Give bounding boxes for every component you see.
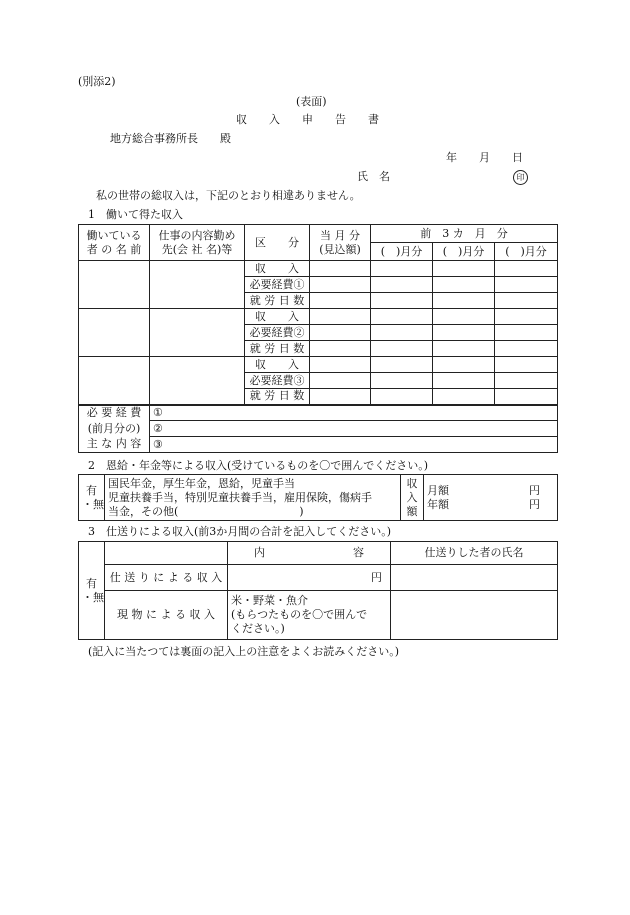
col-category-header: 区 分 [245, 225, 310, 261]
pension-table [78, 474, 558, 521]
attachment-label: (別添2) [78, 75, 116, 88]
name-label: 氏 名 [357, 170, 390, 183]
amount-cell[interactable] [424, 475, 558, 521]
days-row-label: 就 労 日 数 [245, 293, 310, 309]
input-cell[interactable] [495, 309, 558, 325]
input-cell[interactable] [433, 357, 495, 373]
seal-mark: 印 [513, 170, 528, 185]
input-cell[interactable] [310, 277, 371, 293]
input-cell[interactable] [433, 389, 495, 405]
input-cell[interactable] [371, 341, 433, 357]
input-cell[interactable] [433, 293, 495, 309]
input-cell[interactable] [371, 389, 433, 405]
section3-heading: 3 仕送りによる収入(前3か月間の合計を記入してください。) [88, 525, 392, 538]
col-current-header: 当 月 分 (見込額) [310, 225, 371, 261]
days-row-label: 就 労 日 数 [245, 341, 310, 357]
input-cell[interactable] [310, 325, 371, 341]
addressee: 地方総合事務所長 殿 [110, 132, 231, 145]
input-cell[interactable] [371, 373, 433, 389]
worker-name-cell[interactable] [79, 309, 150, 357]
month-label[interactable]: ( )月分 [495, 243, 558, 261]
yen-unit: 円 [529, 497, 540, 511]
input-cell[interactable] [495, 389, 558, 405]
input-cell[interactable] [371, 261, 433, 277]
input-cell[interactable] [495, 357, 558, 373]
income-row-label: 収 入 [245, 261, 310, 277]
expense-row-label: 必要経費② [245, 325, 310, 341]
side-label: (表面) [296, 95, 327, 108]
col-job-header: 仕事の内容勤め 先(会 社 名)等 [150, 225, 245, 261]
input-cell[interactable] [310, 293, 371, 309]
monthly-label: 月額 [427, 483, 449, 497]
in-kind-content[interactable]: 米・野菜・魚介 (もらつたものを〇で囲んで ください。) [228, 591, 391, 640]
expense-row-label: 必要経費③ [245, 373, 310, 389]
input-cell[interactable] [433, 277, 495, 293]
input-cell[interactable] [310, 261, 371, 277]
expenses-label: 必 要 経 費 [79, 405, 150, 421]
month-label[interactable]: ( )月分 [433, 243, 495, 261]
col-sender-header: 仕送りした者の氏名 [391, 542, 558, 565]
header-blank [105, 542, 228, 565]
job-cell[interactable] [150, 261, 245, 309]
allowance-income-label: 仕 送 り に よ る 収 入 [105, 565, 228, 591]
input-cell[interactable] [371, 277, 433, 293]
input-cell[interactable] [371, 309, 433, 325]
days-row-label: 就 労 日 数 [245, 389, 310, 405]
col-worker-header: 働いている 者 の 名 前 [79, 225, 150, 261]
yen-unit: 円 [529, 483, 540, 497]
expense-detail-2[interactable]: ② [150, 421, 558, 437]
income-row-label: 収 入 [245, 309, 310, 325]
input-cell[interactable] [310, 373, 371, 389]
col-content-header: 内 容 [228, 542, 391, 565]
footer-note: (記入に当たつては裏面の記入上の注意をよくお読みください。) [88, 645, 400, 658]
income-amount-label: 収 入 額 [401, 475, 424, 521]
input-cell[interactable] [495, 277, 558, 293]
date-field[interactable]: 年 月 日 [446, 151, 523, 164]
pension-types[interactable]: 国民年金，厚生年金，恩給，児童手当 児童扶養手当，特別児童扶養手当，雇用保険，傷病手 当金，その他( ) [105, 475, 401, 521]
input-cell[interactable] [371, 325, 433, 341]
month-label[interactable]: ( )月分 [371, 243, 433, 261]
job-cell[interactable] [150, 357, 245, 405]
expense-detail-1[interactable]: ① [150, 405, 558, 421]
expense-detail-3[interactable]: ③ [150, 437, 558, 453]
input-cell[interactable] [310, 357, 371, 373]
yearly-label: 年額 [427, 497, 449, 511]
input-cell[interactable] [310, 341, 371, 357]
allowance-table [78, 541, 558, 640]
page-title: 収 入 申 告 書 [236, 113, 379, 126]
allowance-amount[interactable]: 円 [228, 565, 391, 591]
input-cell[interactable] [433, 325, 495, 341]
section1-heading: 1 働いて得た収入 [88, 208, 183, 221]
sender-name-2[interactable] [391, 591, 558, 640]
in-kind-income-label: 現 物 に よ る 収 入 [105, 591, 228, 640]
input-cell[interactable] [495, 261, 558, 277]
job-cell[interactable] [150, 309, 245, 357]
expenses-label: (前月分の) [79, 421, 150, 437]
worker-name-cell[interactable] [79, 357, 150, 405]
input-cell[interactable] [310, 389, 371, 405]
expense-row-label: 必要経費① [245, 277, 310, 293]
expenses-label: 主 な 内 容 [79, 437, 150, 453]
input-cell[interactable] [371, 357, 433, 373]
input-cell[interactable] [433, 373, 495, 389]
input-cell[interactable] [433, 341, 495, 357]
input-cell[interactable] [495, 373, 558, 389]
income-row-label: 収 入 [245, 357, 310, 373]
input-cell[interactable] [495, 341, 558, 357]
input-cell[interactable] [433, 309, 495, 325]
col-prev3-header: 前 3 カ 月 分 [371, 225, 558, 243]
yes-no-selector[interactable]: 有 ・無 [79, 542, 105, 640]
section2-heading: 2 恩給・年金等による収入(受けているものを〇で囲んでください。) [88, 459, 429, 472]
worker-name-cell[interactable] [79, 261, 150, 309]
work-income-table [78, 224, 558, 453]
declaration-text: 私の世帯の総収入は，下記のとおり相違ありません。 [96, 189, 361, 202]
input-cell[interactable] [495, 325, 558, 341]
yes-no-selector[interactable]: 有 ・無 [79, 475, 105, 521]
sender-name-1[interactable] [391, 565, 558, 591]
input-cell[interactable] [433, 261, 495, 277]
input-cell[interactable] [310, 309, 371, 325]
input-cell[interactable] [371, 293, 433, 309]
input-cell[interactable] [495, 293, 558, 309]
